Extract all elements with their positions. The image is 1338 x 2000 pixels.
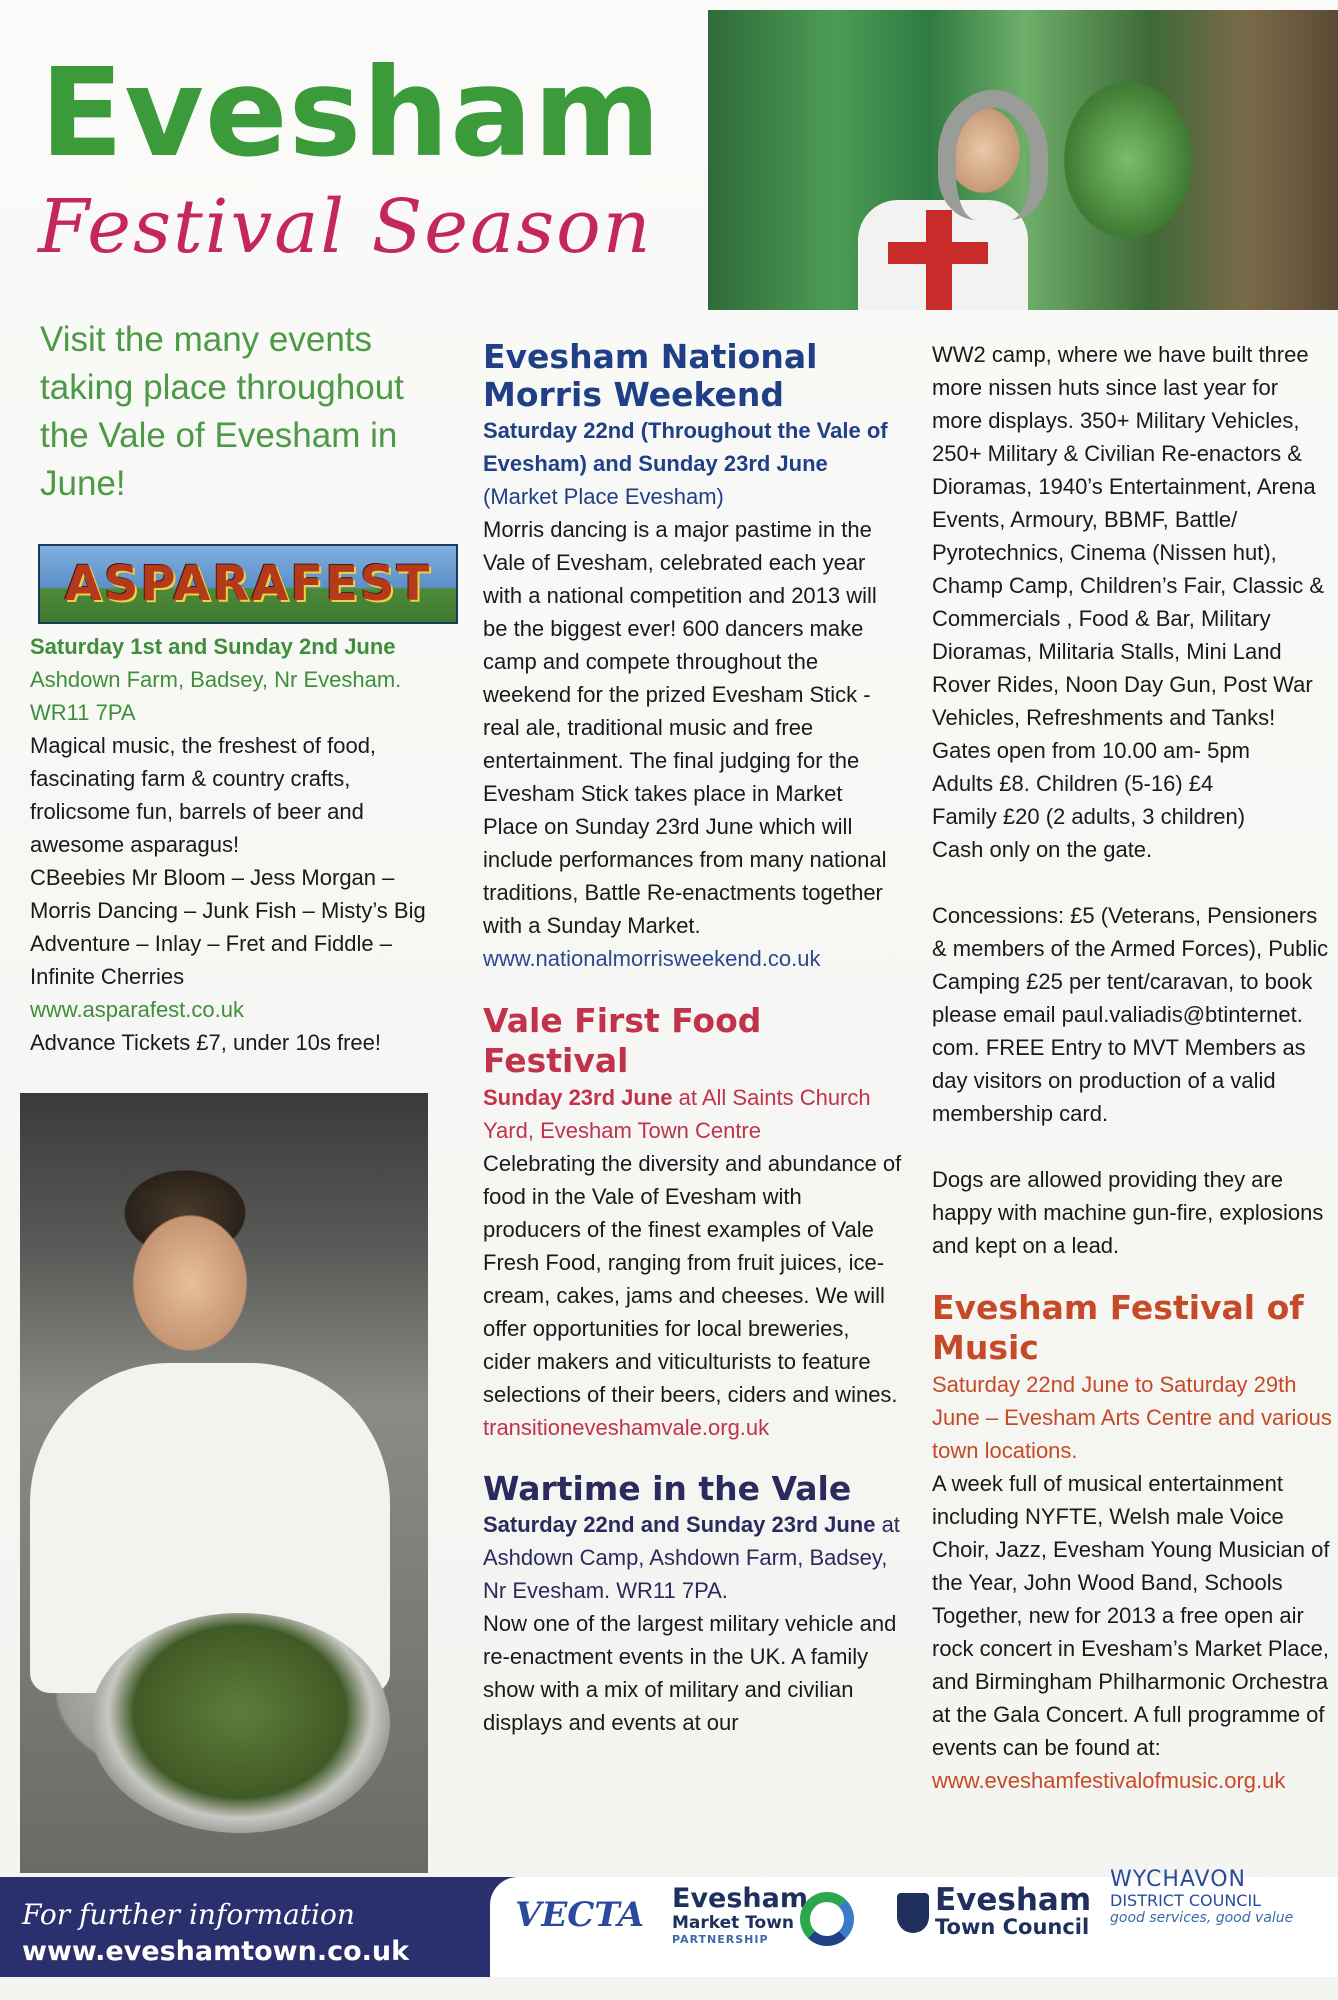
cross-horizontal — [888, 242, 988, 264]
footer-info-label: For further information — [22, 1898, 355, 1931]
column-right — [932, 338, 1332, 1797]
mtp-logo-line-3: PARTNERSHIP — [672, 1933, 769, 1946]
wartime-dates: Saturday 22nd and Sunday 23rd June — [483, 1512, 876, 1537]
wartime-dogs: Dogs are allowed providing they are happy with machine gun-fire, explosions and kept on a lead. — [932, 1167, 1324, 1258]
food-location: at All Saints Church Yard, Evesham Town Centre — [483, 1085, 871, 1143]
wartime-gates: Gates open from 10.00 am- 5pm — [932, 738, 1250, 763]
column-middle — [483, 338, 903, 1739]
partnership-swirl-icon — [800, 1892, 854, 1946]
asparagus-pan — [90, 1613, 390, 1833]
food-dates: Sunday 23rd June — [483, 1085, 673, 1110]
wartime-body: Now one of the largest military vehicle and re-enactment events in the UK. A family show with a mix of military and civilian displays and events at our — [483, 1611, 897, 1735]
asparafest-dates: Saturday 1st and Sunday 2nd June — [30, 634, 396, 659]
market-town-partnership-logo — [672, 1883, 809, 1946]
asparafest-link[interactable]: www.asparafest.co.uk — [30, 997, 244, 1022]
wartime-cash: Cash only on the gate. — [932, 837, 1153, 862]
chainmail-hood — [938, 90, 1048, 220]
chef-photo — [20, 1093, 428, 1873]
etc-logo-line-2: Town Council — [935, 1915, 1090, 1939]
wartime-location: at Ashdown Camp, Ashdown Farm, Badsey, Nr Evesham. WR11 7PA. — [483, 1512, 900, 1603]
town-council-logo — [935, 1884, 1091, 1938]
asparafest-body: Magical music, the freshest of food, fascinating farm & country crafts, frolicsome fun, barrels of beer and awesome asparagus! — [30, 733, 377, 857]
food-when-where — [483, 1081, 903, 1147]
asparafest-banner — [38, 544, 458, 624]
morris-link[interactable]: www.nationalmorrisweekend.co.uk — [483, 946, 821, 971]
footer-website-link[interactable]: www.eveshamtown.co.uk — [22, 1936, 410, 1967]
wych-logo-line-2: DISTRICT COUNCIL — [1110, 1891, 1262, 1910]
wartime-concessions: Concessions: £5 (Veterans, Pensioners & members of the Armed Forces), Public Camping £25 per tent/caravan, to book please email paul.valiadis@btinternet. com. FREE Entry to MVT Members as day visitors on production of a valid membership card. — [932, 903, 1329, 1126]
morris-dates: Saturday 22nd (Throughout the Vale of Evesham) and Sunday 23rd June — [483, 418, 888, 476]
intro-text: Visit the many events taking place throughout the Vale of Evesham in June! — [40, 320, 404, 503]
wartime-prices-2: Family £20 (2 adults, 3 children) — [932, 804, 1246, 829]
morris-body: Morris dancing is a major pastime in the Vale of Evesham, celebrated each year with a national competition and 2013 will be the biggest ever! 600 dancers make camp and compete throughout the weekend for the prized Evesham Stick - real ale, traditional music and free entertainment. The final judging for the Evesham Stick takes place in Market Place on Sunday 23rd June which will include performances from many national traditions, Battle Re-enactments together with a Sunday Market. — [483, 517, 887, 938]
food-heading: Vale First Food Festival — [483, 1001, 762, 1080]
page-subtitle: Festival Season — [38, 184, 653, 270]
page-title: Evesham — [40, 42, 662, 184]
asparafest-lineup: CBeebies Mr Bloom – Jess Morgan – Morris Dancing – Junk Fish – Misty’s Big Adventure – Inlay – Fret and Fiddle – Infinite Cherries — [30, 865, 426, 989]
music-dates: Saturday 22nd June to Saturday 29th June – Evesham Arts Centre and various town locations. — [932, 1372, 1332, 1463]
asparafest-tickets: Advance Tickets £7, under 10s free! — [30, 1030, 381, 1055]
wartime-when-where — [483, 1508, 903, 1607]
mtp-logo-line-2: Market Town — [672, 1913, 795, 1933]
wartime-heading: Wartime in the Vale — [483, 1469, 852, 1508]
column-asparafest — [30, 630, 450, 1059]
morris-location: (Market Place Evesham) — [483, 484, 724, 509]
wartime-body-continued: WW2 camp, where we have built three more nissen huts since last year for more displays. 350+ Military Vehicles, 250+ Military & Civilian Re-enactors & Dioramas, 1940’s Entertainment, Arena Events, Armoury, BBMF, Battle/ Pyrotechnics, Cinema (Nissen hut), Champ Camp, Children’s Fair, Classic & Commercials , Food & Bar, Military Dioramas, Militaria Stalls, Mini Land Rover Rides, Noon Day Gun, Post War Vehicles, Refreshments and Tanks! — [932, 342, 1325, 730]
wych-logo-line-3: good services, good value — [1110, 1910, 1294, 1926]
reenactor-photo — [708, 10, 1338, 310]
etc-logo-line-1: Evesham — [935, 1882, 1092, 1918]
wych-logo-line-1: WYCHAVON — [1110, 1867, 1246, 1892]
music-link[interactable]: www.eveshamfestivalofmusic.org.uk — [932, 1768, 1286, 1793]
morris-heading: Evesham National Morris Weekend — [483, 337, 818, 414]
asparafest-logo-text: ASPARAFEST — [64, 556, 432, 612]
mtp-logo-line-1: Evesham — [672, 1883, 809, 1914]
food-link[interactable]: transitioneveshamvale.org.uk — [483, 1415, 770, 1440]
food-body: Celebrating the diversity and abundance of food in the Vale of Evesham with producers of the finest examples of Vale Fresh Food, ranging from fruit juices, ice-cream, cakes, jams and cheeses. We will offer opportunities for local breweries, cider makers and viticulturists to feature selections of their beers, ciders and wines. — [483, 1151, 902, 1407]
vecta-logo: VECTA — [515, 1895, 645, 1935]
asparafest-location: Ashdown Farm, Badsey, Nr Evesham. WR11 7PA — [30, 667, 402, 725]
music-heading: Evesham Festival of Music — [932, 1288, 1304, 1367]
town-council-crest-icon — [897, 1893, 929, 1933]
music-body: A week full of musical entertainment including NYFTE, Welsh male Voice Choir, Jazz, Evesham Young Musician of the Year, John Wood Band, Schools Together, new for 2013 a free open air rock concert in Evesham’s Market Place, and Birmingham Philharmonic Orchestra at the Gala Concert. A full programme of events can be found at: — [932, 1471, 1330, 1760]
wartime-prices-1: Adults £8. Children (5-16) £4 — [932, 771, 1214, 796]
wychavon-logo — [1110, 1868, 1293, 1926]
